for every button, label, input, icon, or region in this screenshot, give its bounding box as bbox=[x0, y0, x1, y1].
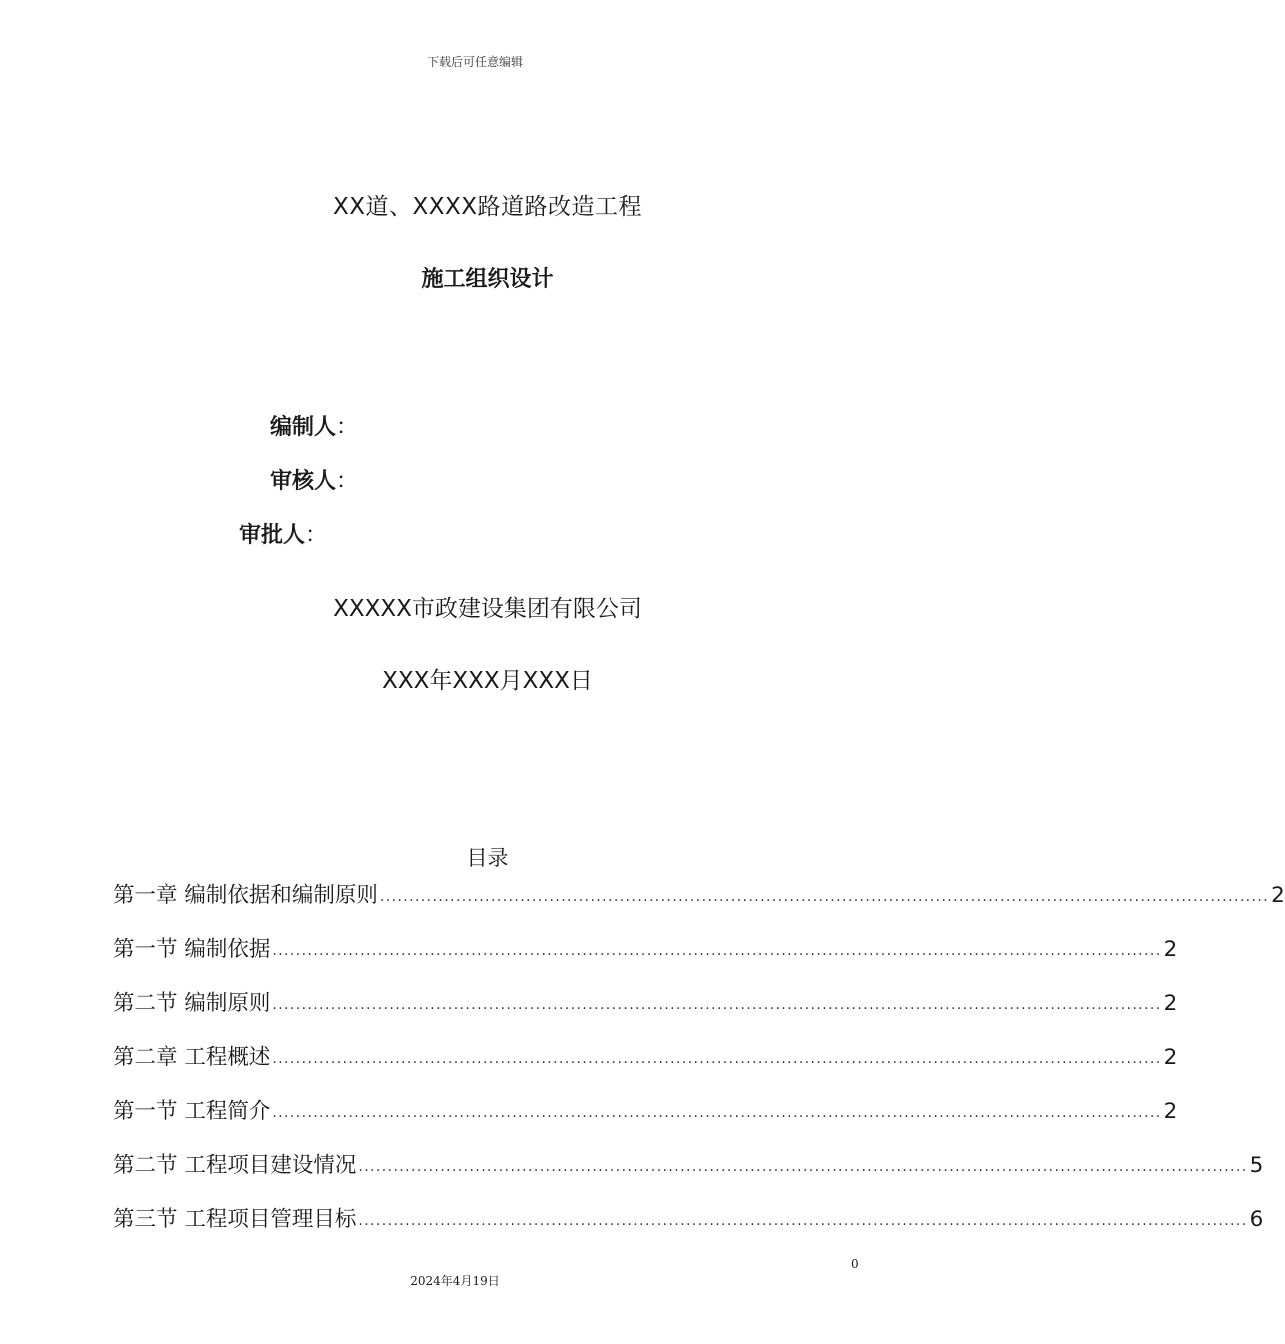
compiler-label: 编制人 bbox=[270, 415, 337, 440]
toc-entry[interactable] bbox=[113, 1040, 1178, 1094]
reviewer-line bbox=[270, 464, 358, 495]
toc-entry-page: 2 bbox=[1163, 1045, 1178, 1070]
header-note: 下载后可任意编辑 bbox=[426, 55, 523, 69]
toc-entry-page: 2 bbox=[1163, 991, 1178, 1016]
toc-leader-dots: ........................................................................................................................................................ bbox=[358, 1159, 1248, 1175]
toc-leader-dots: ........................................................................................................................................................ bbox=[358, 1213, 1248, 1229]
toc-entry-page: 2 bbox=[1163, 1099, 1178, 1124]
toc-entry-label: 第一章 编制依据和编制原则 bbox=[113, 883, 378, 908]
toc-leader-dots: ........................................................................................................................................................ bbox=[272, 997, 1162, 1013]
toc-entry-page: 2 bbox=[1163, 937, 1178, 962]
toc-title: 目录 bbox=[466, 846, 509, 870]
toc-entry-label: 第二章 工程概述 bbox=[113, 1045, 271, 1070]
approver-colon: ： bbox=[305, 523, 328, 548]
toc-leader-dots: ........................................................................................................................................................ bbox=[272, 1051, 1162, 1067]
toc-entry[interactable] bbox=[113, 932, 1178, 986]
table-of-contents bbox=[113, 878, 1285, 1256]
toc-entry[interactable] bbox=[113, 1202, 1264, 1256]
toc-entry-label: 第一节 编制依据 bbox=[113, 937, 271, 962]
toc-entry-label: 第三节 工程项目管理目标 bbox=[113, 1207, 357, 1232]
toc-leader-dots: ........................................................................................................................................................ bbox=[379, 889, 1270, 905]
document-title: XX道、XXXX路道路改造工程 bbox=[332, 194, 643, 220]
company-name: XXXXX市政建设集团有限公司 bbox=[333, 596, 642, 622]
toc-entry-label: 第二节 工程项目建设情况 bbox=[113, 1153, 357, 1178]
toc-entry-page: 6 bbox=[1249, 1207, 1264, 1232]
document-date: XXX年XXX月XXX日 bbox=[382, 668, 593, 694]
footer-date: 2024年4月19日 bbox=[410, 1274, 500, 1288]
toc-entry[interactable] bbox=[113, 1148, 1264, 1202]
toc-entry-page: 2 bbox=[1271, 883, 1285, 908]
toc-entry-page: 5 bbox=[1249, 1153, 1264, 1178]
toc-entry[interactable] bbox=[113, 986, 1178, 1040]
document-subtitle: 施工组织设计 bbox=[421, 267, 554, 292]
toc-entry-label: 第二节 编制原则 bbox=[113, 991, 271, 1016]
toc-entry-label: 第一节 工程简介 bbox=[113, 1099, 271, 1124]
approver-label: 审批人 bbox=[239, 523, 306, 548]
toc-entry[interactable] bbox=[113, 1094, 1178, 1148]
toc-leader-dots: ........................................................................................................................................................ bbox=[272, 943, 1162, 959]
reviewer-label: 审核人 bbox=[270, 469, 337, 494]
page-number: 0 bbox=[851, 1257, 859, 1271]
approver-line bbox=[239, 518, 327, 549]
reviewer-colon: ： bbox=[336, 469, 359, 494]
compiler-colon: ： bbox=[336, 415, 359, 440]
compiler-line bbox=[270, 410, 358, 441]
toc-entry[interactable] bbox=[113, 878, 1285, 932]
toc-leader-dots: ........................................................................................................................................................ bbox=[272, 1105, 1162, 1121]
